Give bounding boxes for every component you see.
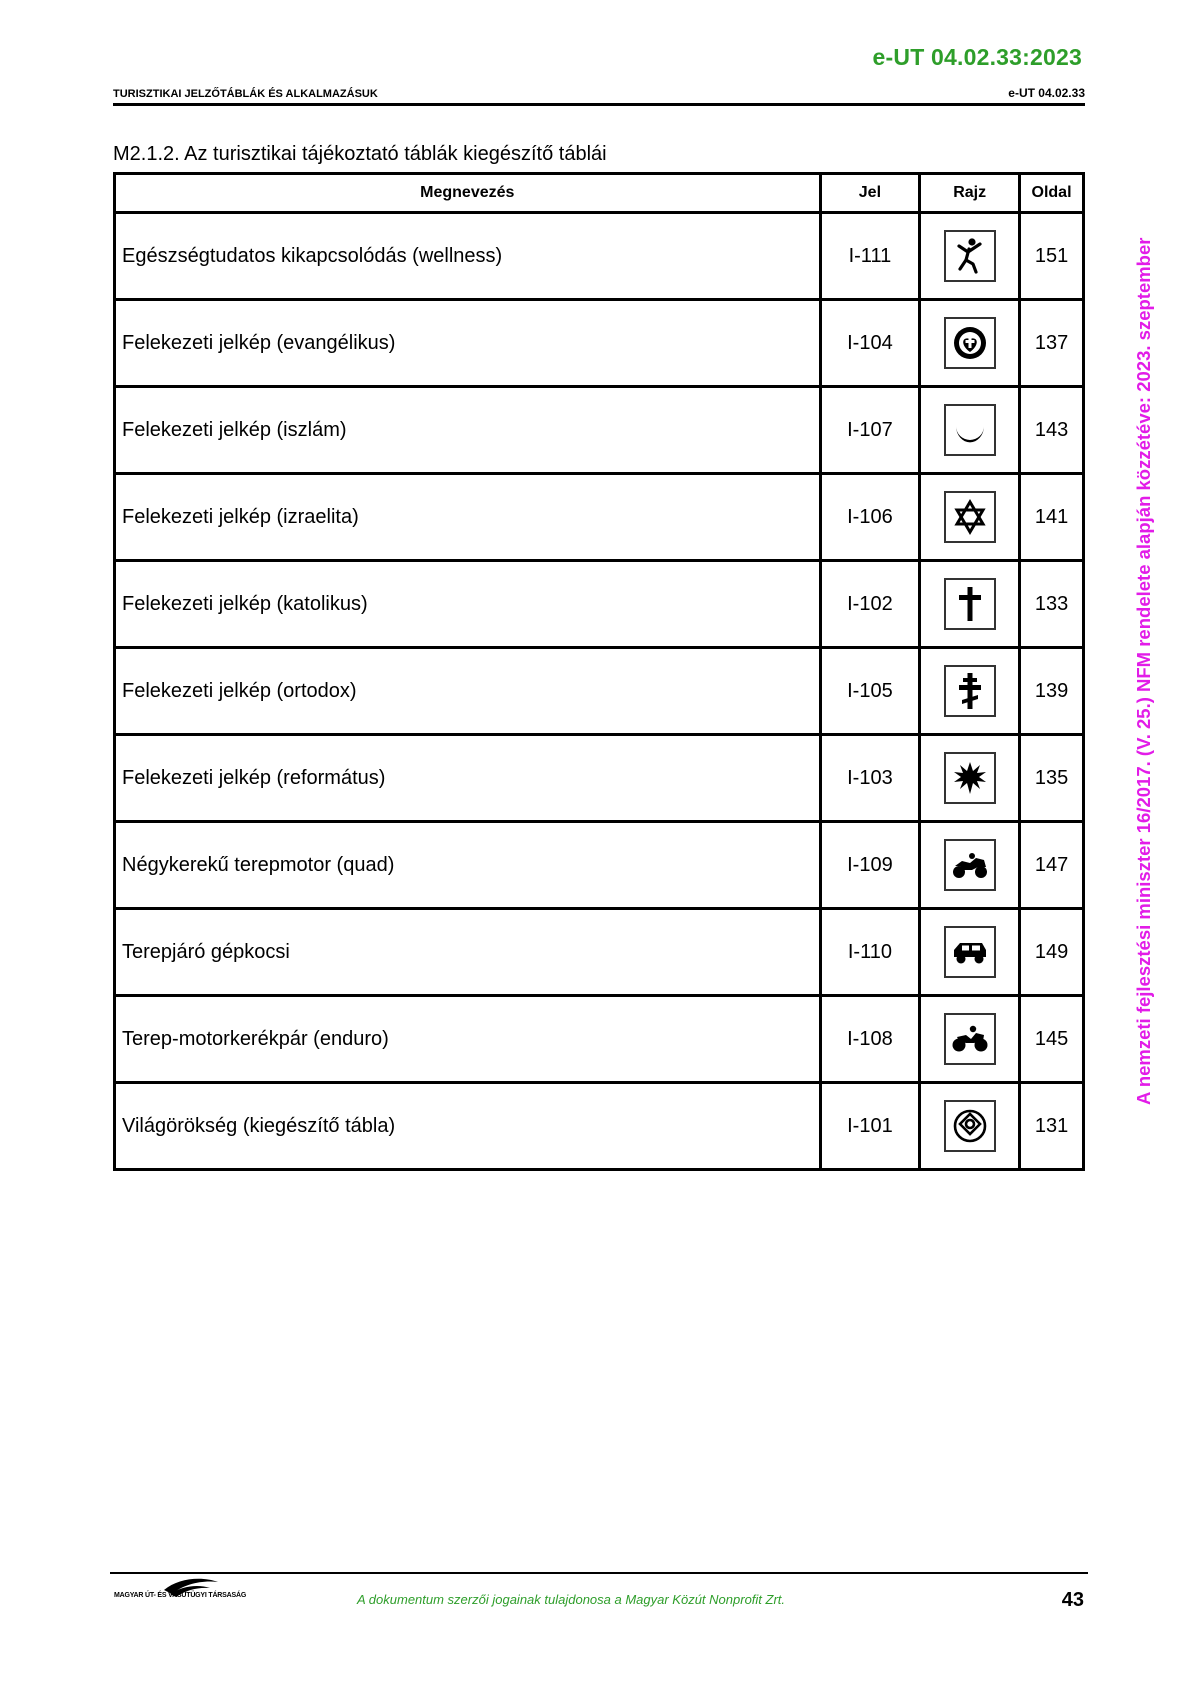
table-row xyxy=(115,300,1084,387)
row-page: 131 xyxy=(1020,1083,1084,1170)
off-road-car-icon xyxy=(944,926,996,978)
running-code: e-UT 04.02.33 xyxy=(1008,86,1085,100)
running-title: TURISZTIKAI JELZŐTÁBLÁK ÉS ALKALMAZÁSUK xyxy=(113,88,378,100)
table-row xyxy=(115,213,1084,300)
row-name: Egészségtudatos kikapcsolódás (wellness) xyxy=(115,213,821,300)
row-page: 145 xyxy=(1020,996,1084,1083)
table-header-row xyxy=(115,174,1084,213)
row-name: Terepjáró gépkocsi xyxy=(115,909,821,996)
row-page: 135 xyxy=(1020,735,1084,822)
publication-note: A nemzeti fejlesztési miniszter 16/2017. (V. 25.) NFM rendelete alapján közzétéve: 2023. szeptember xyxy=(1133,237,1154,1105)
latin-cross-icon xyxy=(944,578,996,630)
row-code: I-103 xyxy=(820,735,920,822)
row-name: Felekezeti jelkép (katolikus) xyxy=(115,561,821,648)
row-page: 139 xyxy=(1020,648,1084,735)
row-code: I-107 xyxy=(820,387,920,474)
table-row xyxy=(115,648,1084,735)
row-code: I-105 xyxy=(820,648,920,735)
crescent-icon xyxy=(944,404,996,456)
enduro-motorcycle-icon xyxy=(944,1013,996,1065)
row-name: Felekezeti jelkép (evangélikus) xyxy=(115,300,821,387)
star-of-david-icon xyxy=(944,491,996,543)
running-header xyxy=(113,85,1085,106)
row-code: I-106 xyxy=(820,474,920,561)
starburst-icon xyxy=(944,752,996,804)
page-number: 43 xyxy=(1061,1589,1084,1611)
wellness-figure-icon xyxy=(944,230,996,282)
sign-table xyxy=(113,172,1085,1171)
row-page: 141 xyxy=(1020,474,1084,561)
orthodox-cross-icon xyxy=(944,665,996,717)
row-page: 149 xyxy=(1020,909,1084,996)
header-name: Megnevezés xyxy=(115,174,821,213)
row-code: I-108 xyxy=(820,996,920,1083)
row-name: Felekezeti jelkép (református) xyxy=(115,735,821,822)
row-name: Négykerekű terepmotor (quad) xyxy=(115,822,821,909)
row-code: I-109 xyxy=(820,822,920,909)
row-code: I-101 xyxy=(820,1083,920,1170)
footer-copyright: A dokumentum szerzői jogainak tulajdonosa a Magyar Közút Nonprofit Zrt. xyxy=(357,1592,786,1607)
luther-rose-icon xyxy=(944,317,996,369)
header-page: Oldal xyxy=(1020,174,1084,213)
row-name: Felekezeti jelkép (izraelita) xyxy=(115,474,821,561)
row-page: 147 xyxy=(1020,822,1084,909)
mautt-logo-icon xyxy=(112,1572,260,1610)
table-row xyxy=(115,561,1084,648)
table-row xyxy=(115,996,1084,1083)
table-row xyxy=(115,1083,1084,1170)
document-code: e-UT 04.02.33:2023 xyxy=(872,44,1082,70)
row-code: I-110 xyxy=(820,909,920,996)
row-name: Felekezeti jelkép (ortodox) xyxy=(115,648,821,735)
row-code: I-111 xyxy=(820,213,920,300)
row-code: I-102 xyxy=(820,561,920,648)
table-row xyxy=(115,909,1084,996)
table-row xyxy=(115,474,1084,561)
section-title: M2.1.2. Az turisztikai tájékoztató táblák kiegészítő táblái xyxy=(113,143,607,165)
row-name: Terep-motorkerékpár (enduro) xyxy=(115,996,821,1083)
logo-text: MAGYAR ÚT- ÉS VASÚTÜGYI TÁRSASÁG xyxy=(114,1592,247,1599)
row-code: I-104 xyxy=(820,300,920,387)
table-row xyxy=(115,387,1084,474)
row-name: Felekezeti jelkép (iszlám) xyxy=(115,387,821,474)
world-heritage-icon xyxy=(944,1100,996,1152)
row-page: 151 xyxy=(1020,213,1084,300)
header-drawing: Rajz xyxy=(920,174,1020,213)
row-page: 143 xyxy=(1020,387,1084,474)
quad-bike-icon xyxy=(944,839,996,891)
row-name: Világörökség (kiegészítő tábla) xyxy=(115,1083,821,1170)
header-code: Jel xyxy=(820,174,920,213)
row-page: 137 xyxy=(1020,300,1084,387)
row-page: 133 xyxy=(1020,561,1084,648)
table-row xyxy=(115,735,1084,822)
table-row xyxy=(115,822,1084,909)
